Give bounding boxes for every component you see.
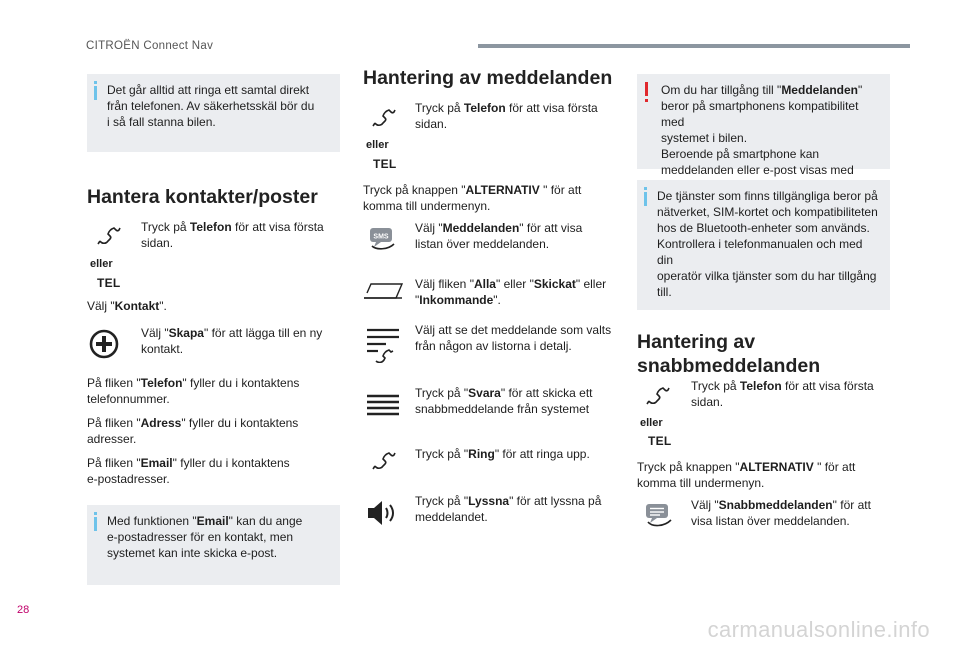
step-ring: Tryck på "Ring" för att ringa upp. <box>415 447 590 461</box>
warning-icon-dot <box>645 99 648 102</box>
step-meddelanden: Välj "Meddelanden" för att visa listan över meddelanden. <box>415 221 583 251</box>
alternativ-instruction: Tryck på knappen "ALTERNATIV " för att komma till undermenyn. <box>363 183 582 213</box>
alternativ-instruction: Tryck på knappen "ALTERNATIV " för att komma till undermenyn. <box>637 460 856 490</box>
info-box-call <box>87 74 340 152</box>
page-number: 28 <box>17 604 30 616</box>
step-telefon: Tryck på Telefon för att visa första sidan. <box>415 101 598 131</box>
step-telefon: Tryck på Telefon för att visa första sidan. <box>141 220 324 250</box>
phone-icon <box>97 221 123 247</box>
sms-icon <box>642 500 676 532</box>
phone-icon <box>646 381 672 407</box>
warning-icon <box>645 82 648 96</box>
step-snabbmeddelanden: Välj "Snabbmeddelanden" för att visa listan över meddelanden. <box>691 498 871 528</box>
info-line: Det går alltid att ringa ett samtal direkt <box>107 83 310 97</box>
info-icon-bar <box>94 86 97 100</box>
para-adress-tab: På fliken "Adress" fyller du i kontaktens adresser. <box>87 416 299 446</box>
phone-icon <box>372 446 398 472</box>
menu-lines-icon <box>364 390 402 422</box>
step-telefon: Tryck på Telefon för att visa första sidan. <box>691 379 874 409</box>
info-icon <box>94 81 97 84</box>
tel-label: TEL <box>97 276 121 290</box>
warning-box: Om du har tillgång till "Meddelanden" beror på smartphonens kompatibilitet med systemet i bilen. Beroende på smartphone kan meddelanden eller e-post visas med <box>637 74 890 169</box>
para-email-tab: På fliken "Email" fyller du i kontaktens e-postadresser. <box>87 456 290 486</box>
eller-label: eller <box>640 417 663 429</box>
step-lyssna: Tryck på "Lyssna" för att lyssna på meddelandet. <box>415 494 602 524</box>
header-rule <box>478 44 910 48</box>
speaker-icon <box>366 498 400 528</box>
info-line: i så fall stanna bilen. <box>107 115 216 129</box>
phone-icon <box>372 103 398 129</box>
info-icon-bar <box>644 192 647 206</box>
tel-label: TEL <box>648 434 672 448</box>
info-box-email: Med funktionen "Email" kan du ange e-postadresser för en kontakt, men systemet kan inte skicka e-post. <box>87 505 340 585</box>
info-icon-bar <box>94 517 97 531</box>
manual-header-title: CITROËN Connect Nav <box>86 40 214 52</box>
section-heading-contacts: Hantera kontakter/poster <box>87 186 318 208</box>
watermark: carmanualsonline.info <box>707 617 930 642</box>
info-box-services: De tjänster som finns tillgängliga beror på nätverket, SIM-kortet och kompatibiliteten hos de Bluetooth-enheter som används. Kontrollera i telefonmanualen och med din operatör vilka tjänster som du har tillgång till. <box>637 180 890 310</box>
info-icon <box>94 512 97 515</box>
step-skapa: Välj "Skapa" för att lägga till en ny kontakt. <box>141 326 323 356</box>
tabs-icon <box>362 281 404 301</box>
detail-list-icon <box>364 325 402 363</box>
section-heading-messages: Hantering av meddelanden <box>363 67 613 89</box>
info-icon <box>644 187 647 190</box>
step-tabs: Välj fliken "Alla" eller "Skickat" eller "Inkommande". <box>415 277 607 307</box>
tel-label: TEL <box>373 157 397 171</box>
sms-icon <box>366 224 398 256</box>
select-kontakt: Välj "Kontakt". <box>87 299 167 313</box>
svg-text:SMS: SMS <box>373 233 389 241</box>
step-svara: Tryck på "Svara" för att skicka ett snabbmeddelande från systemet <box>415 386 593 416</box>
plus-circle-icon <box>89 329 119 359</box>
eller-label: eller <box>90 258 113 270</box>
eller-label: eller <box>366 139 389 151</box>
para-telefon-tab: På fliken "Telefon" fyller du i kontaktens telefonnummer. <box>87 376 300 406</box>
info-line: från telefonen. Av säkerhetsskäl bör du <box>107 99 315 113</box>
step-detail: Välj att se det meddelande som valts från någon av listorna i detalj. <box>415 323 612 353</box>
section-heading-quick-messages: Hantering av snabbmeddelanden <box>637 331 821 377</box>
